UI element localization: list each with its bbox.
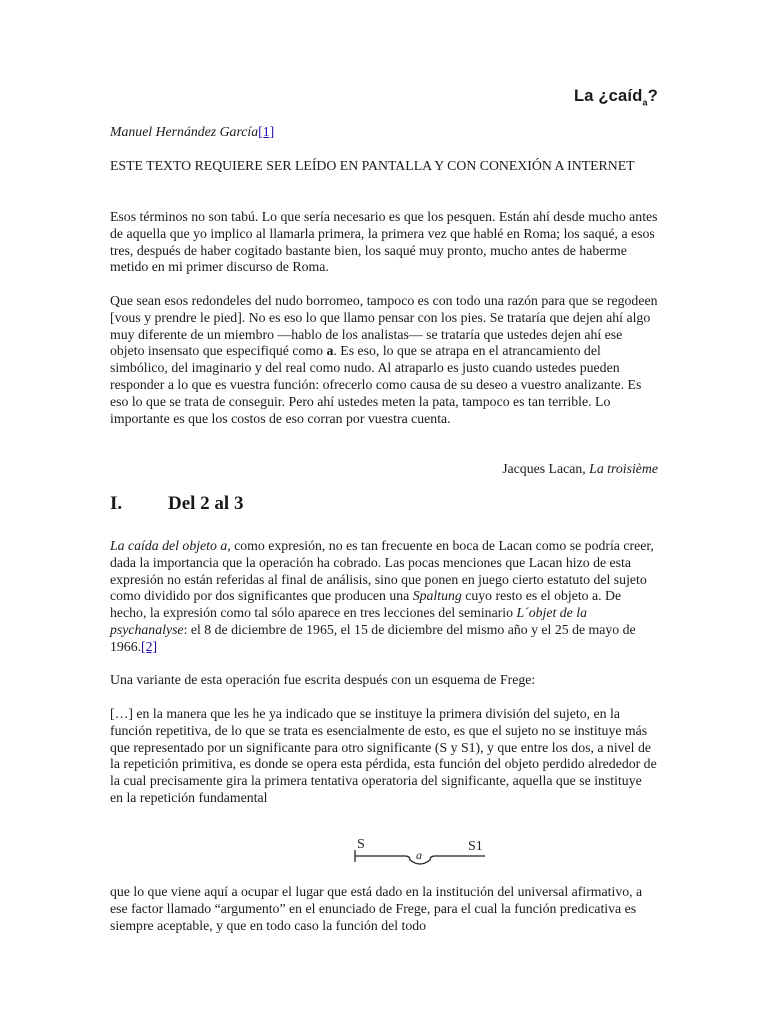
section-number: I.: [110, 493, 123, 514]
body-p1-spaltung: Spaltung: [412, 588, 462, 604]
body-p1-text-c: : el 8 de diciembre de 1965, el 15 de diciembre del mismo año y el 25 de mayo de 1966.: [110, 621, 636, 654]
attribution-work: La troisième: [589, 461, 658, 476]
epigraph-p2-text-a: Que sean esos redondeles del nudo borromeo, tampoco es con todo una razón para que se regodeen [vous y prendre le pied]. No es eso lo que llamo pensar con los pies. Se trataría que dejen ahí algo muy diferente de un miembro —hablo de los analistas— se trataría que ustedes dejen ahí ese objeto insensato que especifiqué como: [110, 293, 658, 359]
schema-label-s1: S1: [468, 839, 483, 854]
quote-paragraph-2: que lo que viene aquí a ocupar el lugar que está dado en la institución del universal afirmativo, a ese factor llamado “argumento” en el enunciado de Frege, para el cual la función predicativa es siempre aceptable, y que en todo caso la función del todo: [110, 884, 643, 933]
epigraph-object-a: a: [326, 343, 334, 359]
quote-paragraph-1: […] en la manera que les he ya indicado que se instituye la primera división del sujeto, en la función repetitiva, de lo que se trata es esencialmente de esto, es que el sujeto no se instituye más que representado por un significante para otro significante (S y S1), y que entre los dos, a nivel de la repetición primitiva, es donde se opera esta pérdida, esta función del objeto perdido alrededor de la cual precisamente gira la primera tentativa operatoria del significante, aquella que se instituye en la repetición fundamental: [110, 706, 657, 805]
section-heading: [110, 493, 244, 514]
title-text: La ¿caíd: [573, 87, 643, 105]
epigraph-attribution: [110, 461, 658, 478]
epigraph-paragraph-1: Esos términos no son tabú. Lo que sería necesario es que los pesquen. Están ahí desde mucho antes de aquella que yo implico al llamarla primera, la primera vez que hablé en Roma; los saqué, a esos tres, después de haber cogitado bastante bien, los saqué muy pronto, mucho antes de haberme metido en mi primer discurso de Roma.: [110, 209, 658, 275]
body-p1-text-a: , como expresión, no es tan frecuente en boca de Lacan como se podría creer, dada la importancia que la operación ha cobrado. Las pocas menciones que Lacan hizo de esta expresión no están referidas al final de análisis, sino que ponen en juego cierto estatuto del sujeto como dividido por dos significantes que producen una: [110, 538, 654, 604]
body-p1-text-b: cuyo resto es el objeto a. De hecho, la expresión como tal sólo aparece en tres lecciones del seminario: [110, 588, 622, 621]
author-line: [110, 124, 274, 141]
schema-label-s: S: [357, 837, 365, 852]
footnote-link-1[interactable]: [1]: [258, 124, 275, 139]
schema-label-a: a: [416, 848, 422, 862]
notice-text: ESTE TEXTO REQUIERE SER LEÍDO EN PANTALLA Y CON CONEXIÓN A INTERNET: [110, 158, 635, 173]
frege-schema-diagram: [350, 836, 490, 872]
title-end: ?: [647, 87, 658, 105]
epigraph-paragraph-2: [110, 293, 658, 427]
body-p1-italic: La caída del objeto a: [110, 538, 228, 553]
attribution-author: Jacques Lacan,: [502, 461, 590, 476]
document-title: [574, 88, 658, 111]
author-name: Manuel Hernández García: [110, 124, 259, 139]
epigraph-p2-text-b: . Es eso, lo que se atrapa en el atrancamiento del simbólico, del imaginario y del real como nudo. Al atraparlo es justo cuando ustedes pueden responder a lo que es vuestra función: ofrecerlo como causa de su deseo a vuestro analizante. Es eso lo que se trata de conseguir. Pero ahí ustedes meten la pata, tampoco es tan terrible. Lo importante es que los costos de eso corran por vuestra cuenta.: [110, 343, 642, 426]
body-p1-seminar: L´objet de la psychanalyse: [110, 605, 587, 637]
section-title: Del 2 al 3: [168, 493, 244, 514]
footnote-link-2[interactable]: [2]: [141, 638, 158, 654]
body-paragraph-1: [110, 538, 658, 656]
title-subscript: a: [642, 97, 648, 108]
body-paragraph-2: Una variante de esta operación fue escrita después con un esquema de Frege:: [110, 672, 536, 687]
